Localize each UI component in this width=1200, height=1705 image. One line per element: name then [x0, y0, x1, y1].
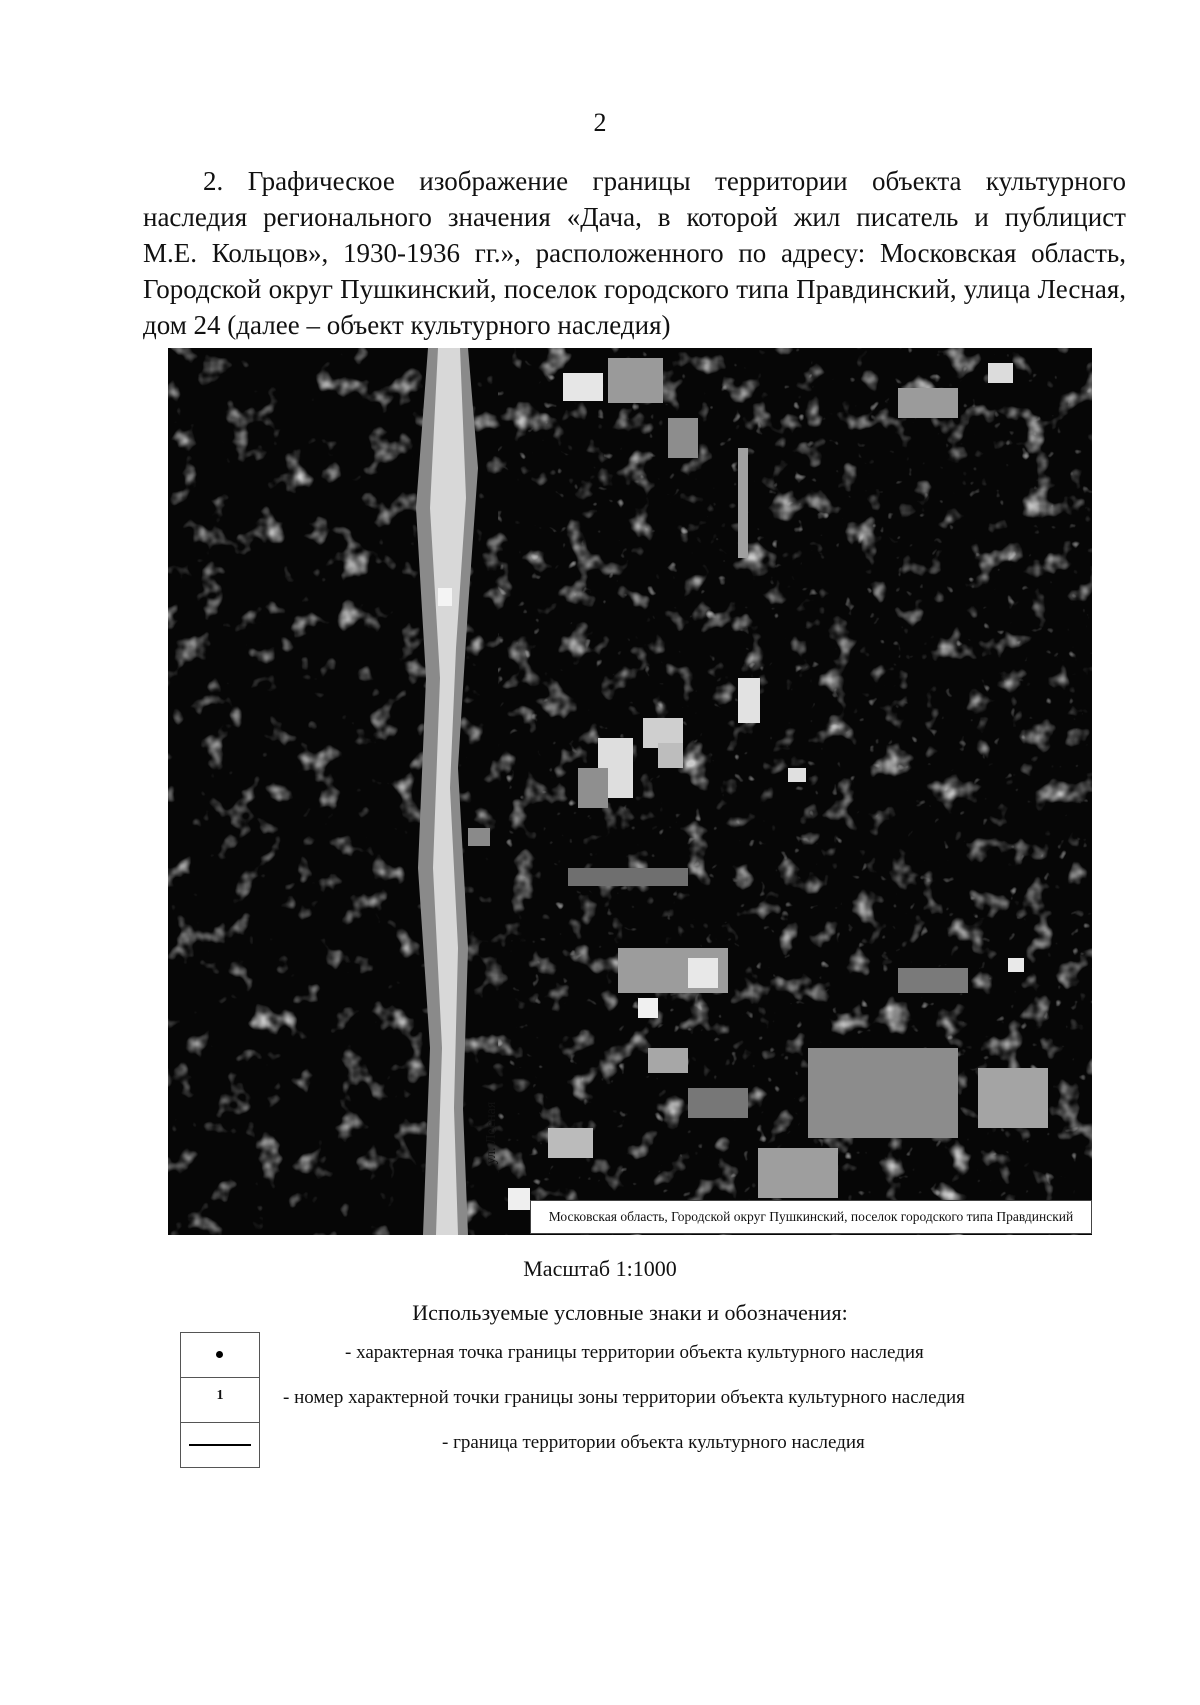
paragraph-line: Городской округ Пушкинский, поселок городского типа Правдинский, улица Лесная,: [143, 274, 1126, 304]
legend-text-number: - номер характерной точки границы зоны территории объекта культурного наследия: [283, 1387, 965, 1408]
legend-text-point: - характерная точка границы территории объекта культурного наследия: [345, 1342, 924, 1363]
legend-title: Используемые условные знаки и обозначения:: [412, 1300, 848, 1325]
aerial-imagery: [168, 348, 1092, 1235]
legend-text-boundary: - граница территории объекта культурного наследия: [442, 1432, 865, 1453]
point-dot-icon: [216, 1351, 223, 1358]
paragraph-line: дом 24 (далее – объект культурного наследия): [143, 310, 671, 340]
point-number-symbol: 1: [216, 1388, 224, 1403]
paragraph-line: М.Е. Кольцов», 1930-1936 гг.», расположенного по адресу: Московская область,: [143, 238, 1126, 268]
map-scale: Масштаб 1:1000: [523, 1256, 677, 1281]
main-paragraph: [143, 163, 1126, 343]
aerial-map-image: [168, 348, 1092, 1235]
paragraph-line: 2. Графическое изображение границы территории объекта культурного: [203, 166, 1126, 196]
legend-symbol-boundary: [180, 1422, 260, 1468]
page-number: 2: [593, 108, 607, 137]
street-label: ул. Лесная: [484, 1101, 499, 1165]
boundary-line-icon: [189, 1444, 251, 1446]
map-caption: Московская область, Городской округ Пушкинский, поселок городского типа Правдинский: [530, 1200, 1092, 1234]
paragraph-line: наследия регионального значения «Дача, в которой жил писатель и публицист: [143, 202, 1126, 232]
legend-symbol-point: [180, 1332, 260, 1378]
legend-symbol-number: [180, 1377, 260, 1423]
